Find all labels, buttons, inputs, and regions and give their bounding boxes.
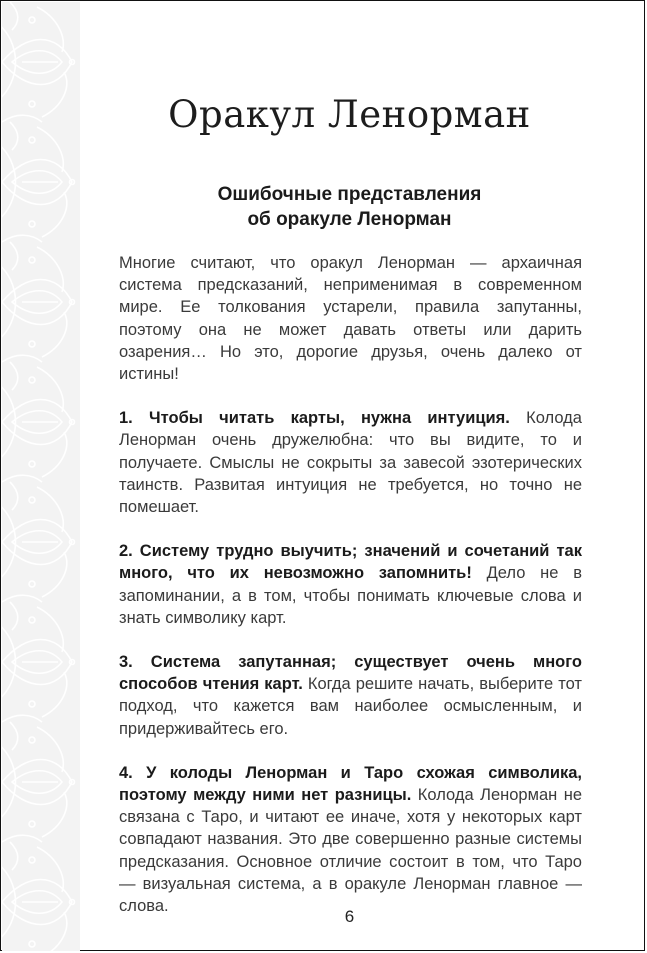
decorative-ornament-border bbox=[2, 2, 80, 951]
section-title bbox=[81, 182, 618, 232]
running-title: Оракул Ленорман bbox=[168, 93, 531, 136]
myth-text: Колода Ленорман очень дружелюбна: что вы видите, то и получаете. Смыслы не сокрыты за завесой эзотерических таинств. Развитая интуиция не требуется, но точно не помешает. bbox=[119, 409, 582, 517]
myth-heading: 4. У колоды Ленорман и Таро схожая символика, поэтому между ними нет разницы. bbox=[119, 763, 582, 805]
intro-paragraph: Многие считают, что оракул Ленорман — архаичная система предсказаний, неприменимая в современном мире. Ее толкования устарели, правила запутанны, поэтому она не может давать ответы или дарить озарения… Но это, дорогие друзья, очень далеко от истины! bbox=[119, 254, 582, 384]
myth-paragraph-4 bbox=[119, 762, 582, 917]
myth-heading: 2. Систему трудно выучить; значений и сочетаний так много, что их невозможно запомнить! bbox=[119, 542, 582, 583]
page-number: 6 bbox=[344, 907, 355, 926]
myth-paragraph-2 bbox=[119, 540, 582, 629]
myth-paragraph-3 bbox=[119, 651, 582, 740]
myth-text: Когда решите начать, выберите тот подход, что кажется вам наиболее осмысленным, и придерживайтесь его. bbox=[119, 675, 582, 738]
myth-text: Дело не в запоминании, а в том, чтобы понимать ключевые слова и знать символику карт. bbox=[119, 564, 582, 627]
section-title-line-2: об оракуле Ленорман bbox=[247, 209, 452, 230]
myth-heading: 1. Чтобы читать карты, нужна интуиция. bbox=[119, 409, 510, 428]
myth-heading: 3. Система запутанная; существует очень много способов чтения карт. bbox=[119, 653, 582, 694]
myth-paragraph-1 bbox=[119, 407, 582, 518]
body-text bbox=[119, 252, 582, 939]
section-title-line-1: Ошибочные представления bbox=[217, 184, 482, 205]
myth-text: Колода Ленорман не связана с Таро, и читают ее иначе, хотя у некоторых карт совпадают названия. Это две совершенно разные системы предсказания. Основное отличие состоит в том, что Таро — визуальная система, а в оракуле Ленорман главное — слова. bbox=[119, 786, 583, 916]
